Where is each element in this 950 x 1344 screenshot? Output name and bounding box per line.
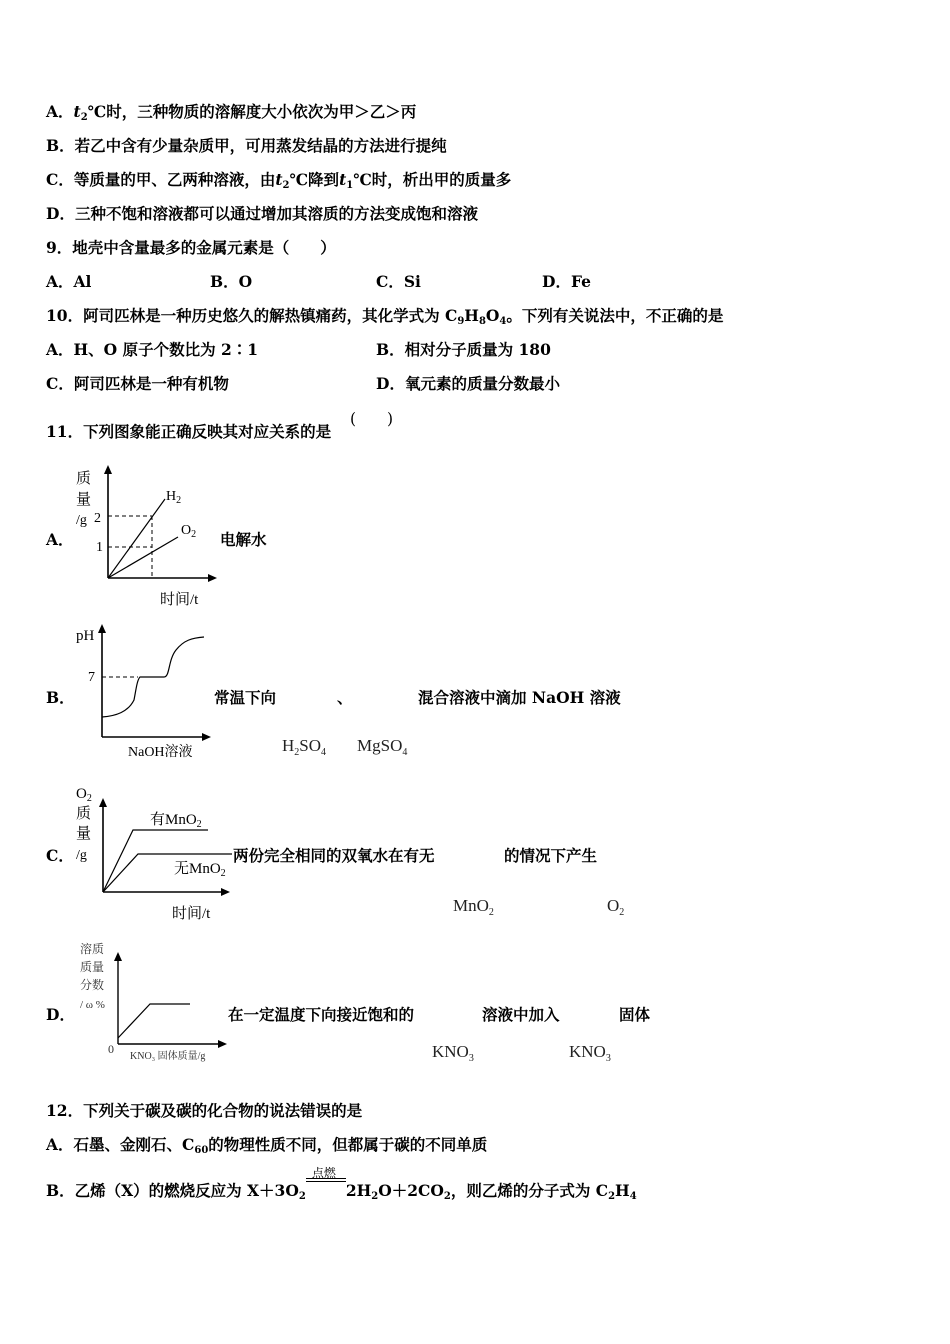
q11-d-label: D． <box>46 1005 75 1024</box>
q10-option-c: C．阿司匹林是一种有机物 <box>46 374 229 393</box>
q10-option-b: B．相对分子质量为 180 <box>376 340 551 359</box>
q11-b-desc-2: 、 <box>337 688 353 707</box>
x-label: 时间/t <box>172 906 211 922</box>
q11-c-desc-2: 的情况下产生 <box>504 846 598 865</box>
q11-b-label: B． <box>46 688 75 707</box>
tick-1: 1 <box>96 540 103 555</box>
q11-d-formula-kno3-1: $KNO_3$ <box>432 1042 474 1064</box>
q12-option-b: B．乙烯（X）的燃烧反应为 $X+3O_2$ 点燃 $2H_2O+2CO_2$，则乙烯的分子式为 $C_2H_4$ <box>46 1166 637 1202</box>
q11-c-formula-o2: $O_2$ <box>607 896 625 918</box>
y-label-4: / ω % <box>80 999 105 1011</box>
q11-d-desc-1: 在一定温度下向接近饱和的 <box>228 1005 415 1024</box>
q10-option-a: A．H、O 原子个数比为 2∶1 <box>46 340 259 359</box>
x-axis-arrow <box>218 1040 227 1048</box>
q11-b-graph-ph <box>72 620 222 762</box>
x-label: KNO₃ 固体质量/g <box>130 1051 206 1062</box>
q8-option-b: B．若乙中含有少量杂质甲，可用蒸发结晶的方法进行提纯 <box>46 136 447 155</box>
q9-option-d: D．Fe <box>542 272 591 291</box>
q11-a-desc: 电解水 <box>220 530 267 549</box>
x-label: NaOH溶液 <box>128 745 193 760</box>
h2-label: $H_2$ <box>166 489 182 506</box>
q8-option-a: A．$t_2℃$时，三种物质的溶解度大小依次为甲＞乙＞丙 <box>46 102 417 123</box>
tick-2: 2 <box>94 511 101 526</box>
y-label-3: 量 <box>76 826 92 842</box>
q11-stem: 11．下列图象能正确反映其对应关系的是 <box>46 422 332 441</box>
y-label: pH <box>76 628 95 644</box>
x-axis-arrow <box>221 888 230 896</box>
reaction-condition: 点燃 <box>306 1181 346 1201</box>
q9-stem: 9．地壳中含量最多的金属元素是（ ） <box>46 238 336 257</box>
y-axis-arrow <box>114 952 122 961</box>
q8-option-c: C．等质量的甲、乙两种溶液，由$t_2℃$降到$t_1℃$时，析出甲的质量多 <box>46 170 512 191</box>
q11-a-label: A． <box>46 530 74 549</box>
y-axis-arrow <box>104 465 112 474</box>
q11-answer-paren: ( ) <box>350 410 394 428</box>
x-label: 时间/t <box>160 592 199 608</box>
q11-b-desc-1: 常温下向 <box>214 688 277 707</box>
x-axis-arrow <box>202 733 211 741</box>
without-mno2-label: 无MnO$_2$ <box>174 861 226 879</box>
x-axis-arrow <box>208 574 217 582</box>
q11-b-formula-mgso4: MgSO$_4$ <box>357 736 408 758</box>
q11-d-desc-3: 固体 <box>619 1005 651 1024</box>
q11-b-formula-h2so4: $H_2SO_4$ <box>282 736 327 758</box>
y-label-3: 分数 <box>80 978 105 992</box>
q9-option-a: A．Al <box>46 272 92 291</box>
q11-d-graph-kno3 <box>72 938 242 1066</box>
q11-c-formula-mno2: MnO$_2$ <box>453 896 494 918</box>
q11-d-desc-2: 溶液中加入 <box>482 1005 560 1024</box>
y-label-4: /g <box>76 848 87 863</box>
y-label-1: $O_2$ <box>76 786 92 804</box>
y-label-1: 质 <box>76 471 92 487</box>
origin-label: 0 <box>108 1042 114 1056</box>
with-mno2-label: 有MnO$_2$ <box>150 812 202 830</box>
y-label-2: 量 <box>76 492 92 508</box>
q11-d-formula-kno3-2: $KNO_3$ <box>569 1042 611 1064</box>
q11-b-desc-3: 混合溶液中滴加 NaOH 溶液 <box>418 688 621 707</box>
y-label-2: 质 <box>76 806 92 822</box>
y-axis-arrow <box>98 624 106 633</box>
q10-option-d: D．氧元素的质量分数最小 <box>376 374 560 393</box>
y-label-2: 质量 <box>80 960 105 974</box>
h2-line <box>108 499 165 578</box>
q11-a-graph-electrolysis <box>70 462 230 612</box>
q9-option-b: B．O <box>210 272 253 291</box>
q11-c-graph-oxygen <box>70 782 240 924</box>
o2-label: $O_2$ <box>181 523 197 540</box>
y-label-3: /g <box>76 513 87 528</box>
q8-option-d: D．三种不饱和溶液都可以通过增加其溶质的方法变成饱和溶液 <box>46 204 478 223</box>
y-axis-arrow <box>99 798 107 807</box>
q11-c-label: C． <box>46 846 74 865</box>
q9-option-c: C．Si <box>376 272 421 291</box>
tick-7: 7 <box>88 670 95 685</box>
q12-option-a: A．石墨、金刚石、$C_{60}$的物理性质不同，但都属于碳的不同单质 <box>46 1135 488 1156</box>
y-label-1: 溶质 <box>80 942 105 956</box>
o2-line <box>108 537 178 578</box>
mass-fraction-line <box>118 1004 190 1038</box>
q10-stem: 10．阿司匹林是一种历史悠久的解热镇痛药，其化学式为 $C_9H_8O_4$。下列有关说法中，不正确的是 <box>46 306 724 327</box>
q11-c-desc-1: 两份完全相同的双氧水在有无 <box>233 846 435 865</box>
q12-stem: 12．下列关于碳及碳的化合物的说法错误的是 <box>46 1101 363 1120</box>
